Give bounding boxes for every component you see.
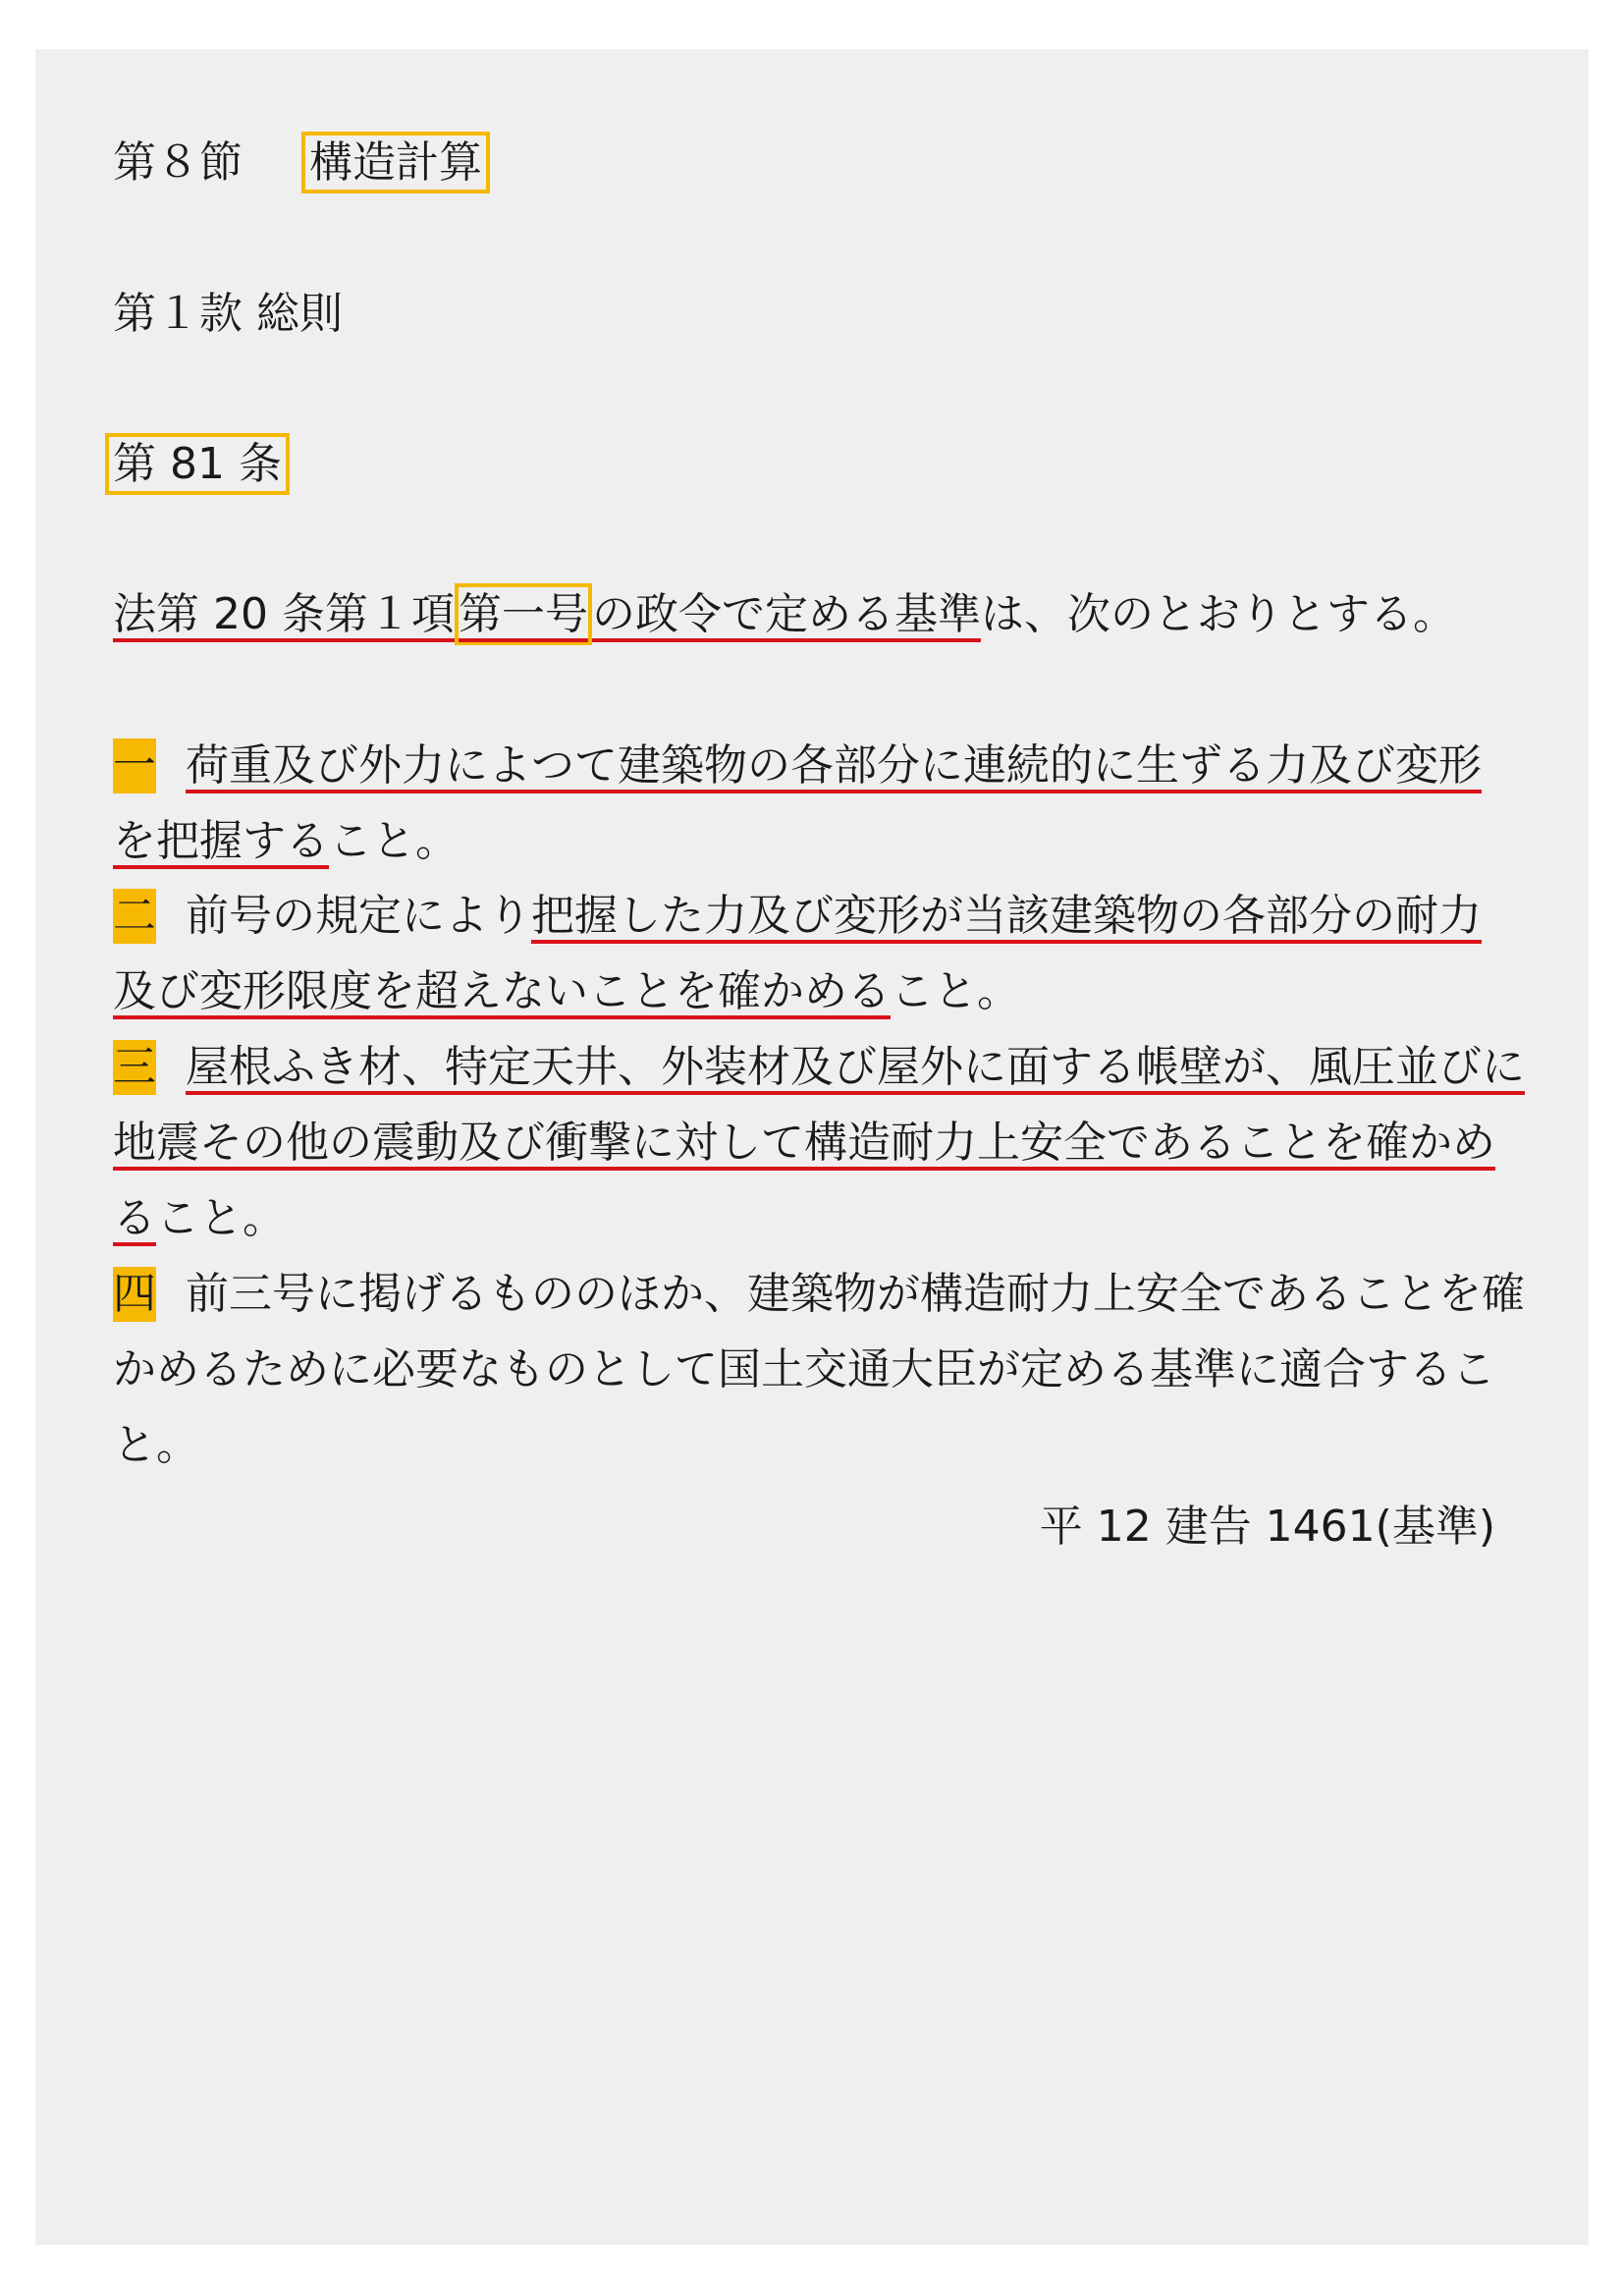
item-3-line-3 (113, 1191, 286, 1246)
item-1-line-2 (113, 814, 459, 869)
item-4-text-2: かめるために必要なものとして国土交通大臣が定める基準に適合するこ (113, 1344, 1495, 1394)
item-1-text-1: 荷重及び外力によつて建築物の各部分に連続的に生ずる力及び変形 (186, 740, 1482, 791)
item-1-text-2: を把握する (113, 816, 329, 866)
item-3-line-1 (113, 1040, 1525, 1095)
item-4-line-2 (113, 1342, 1495, 1397)
section-prefix: 第８節 (113, 137, 243, 188)
item-2-line-2 (113, 964, 1020, 1019)
item-3-text-2: 地震その他の震動及び衝撃に対して構造耐力上安全であることを確かめ (113, 1118, 1495, 1168)
intro-standard: の政令で定める基準 (591, 589, 981, 639)
item-3-tail: こと。 (156, 1193, 286, 1243)
item-2-tail: こと。 (891, 966, 1020, 1016)
section-title: 構造計算 (301, 132, 490, 193)
item-2-text-2: 及び変形限度を超えないことを確かめる (113, 966, 891, 1016)
item-3-number: 三 (113, 1040, 156, 1095)
item-2-lead: 前号の規定により (186, 891, 531, 941)
subsection-heading: 第１款 総則 (113, 289, 343, 339)
item-2-line-1 (113, 889, 1482, 944)
item-3-line-2 (113, 1116, 1495, 1171)
intro-tail: は、次のとおりとする。 (980, 589, 1456, 639)
item-4-text-1: 前三号に掲げるもののほか、建築物が構造耐力上安全であることを確 (186, 1269, 1525, 1319)
item-2-text-1: 把握した力及び変形が当該建築物の各部分の耐力 (531, 891, 1482, 941)
reference-note: 平 12 建告 1461(基準) (1039, 1502, 1495, 1552)
intro-paragraph (113, 587, 1456, 642)
article-number: 第 81 条 (105, 433, 290, 495)
intro-law-ref: 法第 20 条第１項 (113, 589, 455, 639)
item-4-number: 四 (113, 1267, 156, 1322)
item-1-tail: こと。 (329, 816, 459, 866)
item-3-text-3: る (113, 1193, 156, 1243)
item-1-number: 一 (113, 738, 156, 793)
section-heading (113, 136, 490, 191)
item-4-text-3: と。 (113, 1420, 199, 1470)
item-4-line-3 (113, 1418, 199, 1473)
item-3-text-1: 屋根ふき材、特定天井、外装材及び屋外に面する帳壁が、風圧並びに (186, 1042, 1525, 1092)
intro-item-ref: 第一号 (455, 583, 592, 645)
item-4-line-1 (113, 1267, 1525, 1322)
article-heading (113, 437, 290, 492)
item-2-number: 二 (113, 889, 156, 944)
item-1-line-1 (113, 738, 1482, 793)
